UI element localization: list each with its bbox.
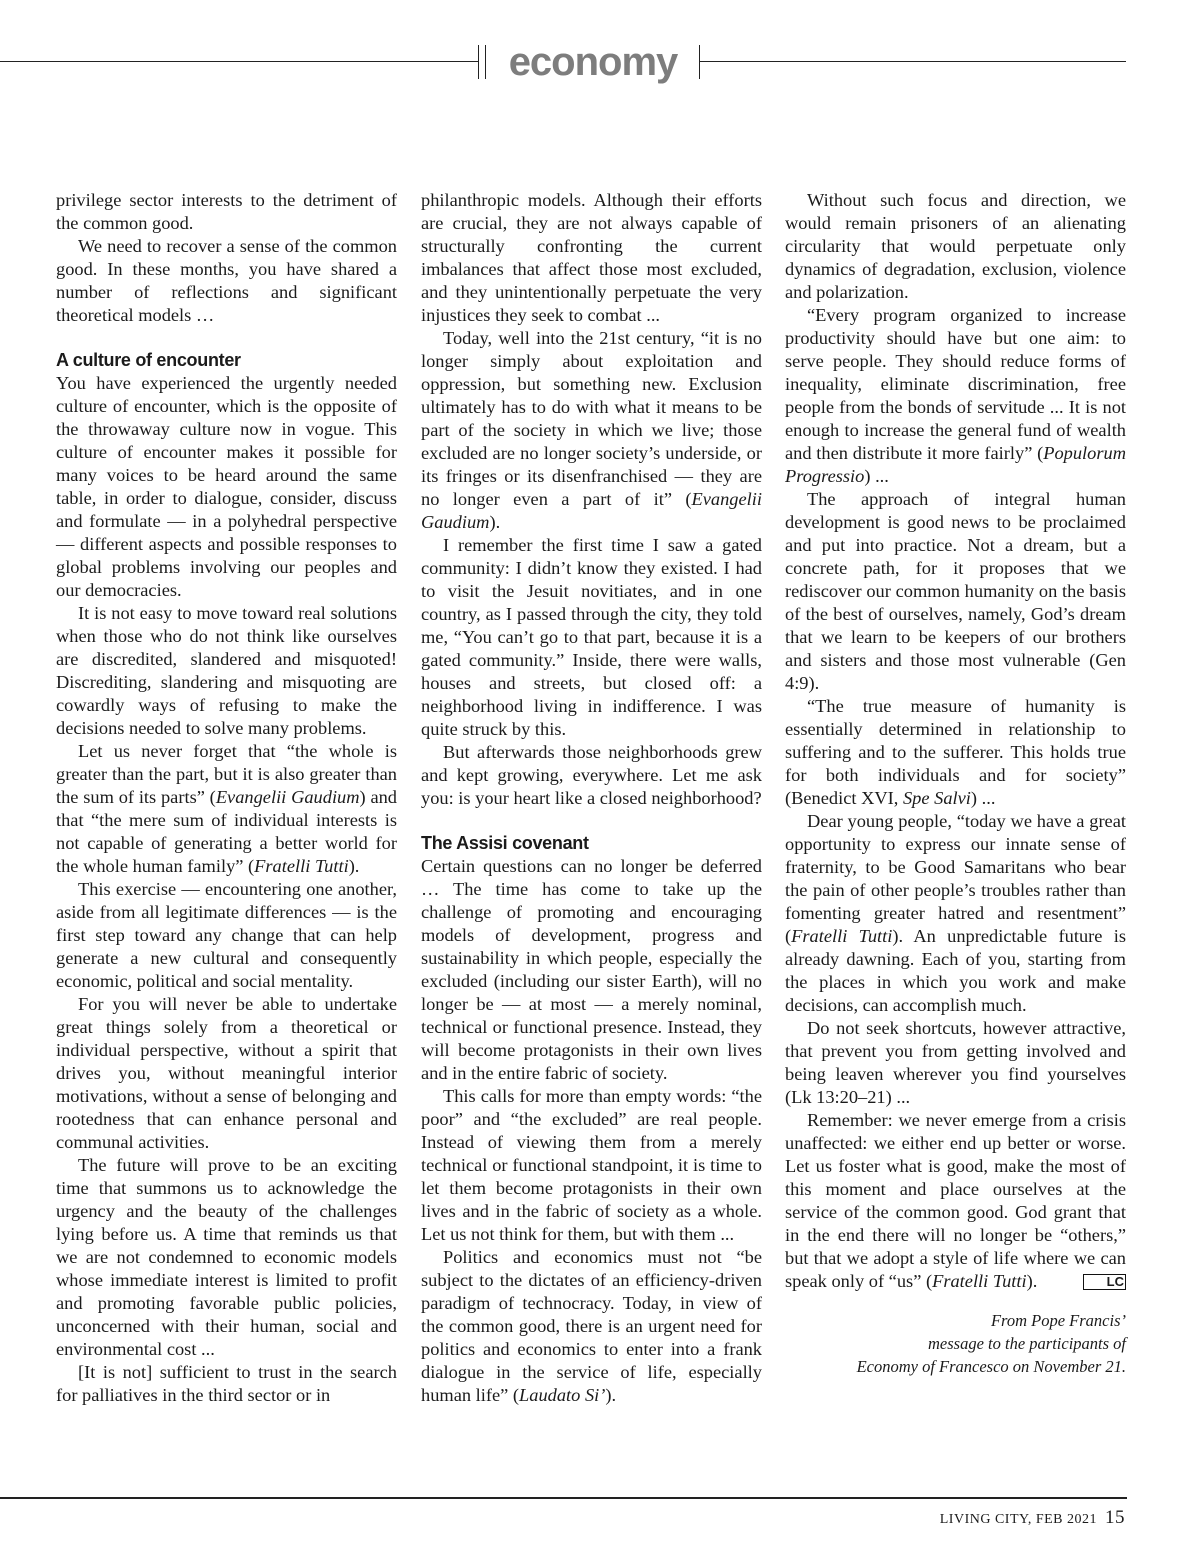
paragraph: I remember the first time I saw a gated community: I didn’t know they existed. I had to visit the Jesuit novitiates, and in one country, as I passed through the city, they told me, “You can’t go to that part, because it is a gated community.” Inside, there were walls, houses and streets, but closed off: a neighborhood living in indifference. I was quite struck by this. — [421, 535, 762, 739]
paragraph: privilege sector interests to the detriment of the common good. — [56, 190, 397, 233]
paragraph: But afterwards those neighborhoods grew and kept growing, everywhere. Let me ask you: is your heart like a closed neighborhood? — [421, 742, 762, 808]
paragraph: Certain questions can no longer be deferred … The time has come to take up the challenge of promoting and encouraging models of development, progress and sustainability in which people, especially the excluded (including our sister Earth), will no longer be — at most — a merely nominal, technical or functional presence. Instead, they will become protagonists in their own lives and in the entire fabric of society. — [421, 856, 762, 1083]
section-title: economy — [508, 40, 678, 84]
citation: Populorum Progressio — [785, 443, 1126, 486]
paragraph: Without such focus and direction, we would remain prisoners of an alienating circularity that would perpetuate only dynamics of degradation, exclusion, violence and polarization. — [785, 190, 1126, 302]
paragraph: philanthropic models. Although their efforts are crucial, they are not always capable of structurally confronting the current imbalances that affect those most excluded, and they unintentionally perpetuate the very injustices they seek to combat ... — [421, 190, 762, 325]
paragraph: [It is not] sufficient to trust in the search for palliatives in the third sector or in — [56, 1362, 397, 1405]
paragraph: This calls for more than empty words: “the poor” and “the excluded” are real people. Instead of viewing them from a merely technical or functional standpoint, it is time to let them become protagonists in their own lives and in the fabric of society as a whole. Let us not think for them, but with them ... — [421, 1086, 762, 1244]
paragraph: “The true measure of humanity is essentially determined in relationship to suffering and to the sufferer. This holds true for both individuals and for society” (Benedict XVI, Spe Salvi) ... — [785, 696, 1126, 808]
paragraph: You have experienced the urgently needed culture of encounter, which is the opposite of the throwaway culture now in vogue. This culture of encounter makes it possible for many voices to be heard around the same table, in order to dialogue, consider, discuss and formulate — in a polyhedral perspective — different aspects and possible responses to global problems involving our peoples and our democracies. — [56, 373, 397, 600]
paragraph: Politics and economics must not “be subject to the dictates of an efficiency-driven paradigm of technocracy. Today, in view of the common good, there is an urgent need for politics and economics to enter into a frank dialogue in the service of life, especially human life” (Laudato Si’). — [421, 1247, 762, 1405]
paragraph: “Every program organized to increase productivity should have but one aim: to serve people. They should reduce forms of inequality, eliminate discrimination, free people from the bonds of servitude ... It is not enough to increase the general fund of wealth and then distribute it more fairly” (Populorum Progressio) ... — [785, 305, 1126, 486]
magazine-issue: LIVING CITY, FEB 2021 — [939, 1512, 1097, 1527]
paragraph: It is not easy to move toward real solutions when those who do not think like ourselves are discredited, slandered and misquoted! Discrediting, slandering and misquoting are cowardly ways of refusing to make the decisions needed to solve many problems. — [56, 603, 397, 738]
header-divider-left-2 — [485, 45, 486, 79]
page-footer — [940, 1507, 1125, 1529]
citation: Evangelii Gaudium — [215, 787, 360, 807]
citation: Spe Salvi — [902, 788, 971, 808]
paragraph: For you will never be able to undertake great things solely from a theoretical or individual perspective, without a spirit that drives you, without meaningful interior motivations, without a sense of belonging and rootedness that can enhance personal and communal activities. — [56, 994, 397, 1152]
credit-line: From Pope Francis’ — [990, 1311, 1126, 1330]
subheading: The Assisi covenant — [421, 833, 589, 853]
header-divider-left-1 — [478, 45, 479, 79]
credit-line: Economy of Francesco on November 21. — [856, 1357, 1126, 1376]
citation: Fratelli Tutti — [932, 1271, 1027, 1291]
paragraph: Let us never forget that “the whole is greater than the part, but it is also greater than the sum of its parts” (Evangelii Gaudium) and that “the mere sum of individual interests is not capable of generating a better world for the whole human family” (Fratelli Tutti). — [56, 741, 397, 876]
citation: Fratelli Tutti — [254, 856, 349, 876]
paragraph: This exercise — encountering one another, aside from all legitimate differences — is the first step toward any change that can help generate a new cultural and consequently economic, political and social mentality. — [56, 879, 397, 991]
end-of-article-icon: LC — [1083, 1274, 1126, 1290]
page-number: 15 — [1105, 1507, 1125, 1528]
header-rule-left — [0, 61, 478, 62]
subheading: A culture of encounter — [56, 350, 241, 370]
paragraph: The approach of integral human development is good news to be proclaimed and put into practice. Not a dream, but a concrete path, for it proposes that we rediscover our common humanity on the basis of the best of ourselves, namely, God’s dream that we learn to be keepers of our brothers and sisters and those most vulnerable (Gen 4:9). — [785, 489, 1126, 693]
paragraph: Dear young people, “today we have a great opportunity to express our innate sense of fraternity, to be Good Samaritans who bear the pain of other people’s troubles rather than fomenting greater hatred and resentment” (Fratelli Tutti). An unpredictable future is already dawning. Each of you, starting from the places in which you work and make decisions, can accomplish much. — [785, 811, 1126, 1015]
paragraph: The future will prove to be an exciting time that summons us to acknowledge the urgency and the beauty of the challenges lying before us. A time that reminds us that we are not condemned to economic models whose immediate interest is limited to profit and promoting favorable public policies, unconcerned with their human, social and environmental cost ... — [56, 1155, 397, 1359]
citation: Evangelii Gaudium — [421, 489, 762, 532]
citation: Laudato Si’ — [519, 1385, 606, 1405]
paragraph: Today, well into the 21st century, “it is no longer simply about exploitation and oppression, but something new. Exclusion ultimately has to do with what it means to be part of the society in which we live; those excluded are no longer society’s underside, or its fringes or its disenfranchised — they are no longer even a part of it” (Evangelii Gaudium). — [421, 328, 762, 532]
paragraph: Do not seek shortcuts, however attractive, that prevent you from getting involved and being leaven wherever you find yourselves (Lk 13:20–21) ... — [785, 1018, 1126, 1107]
header-divider-right — [699, 45, 700, 79]
paragraph: Remember: we never emerge from a crisis unaffected: we either end up better or worse. Let us foster what is good, make the most of this moment and place ourselves at the service of the common good. God grant that in the end there will no longer be “others,” but that we adopt a style of life where we can speak only of “us” (Fratelli Tutti). LC — [785, 1110, 1126, 1291]
article-column-1 — [56, 189, 397, 1407]
citation: Fratelli Tutti — [791, 926, 893, 946]
paragraph: We need to recover a sense of the common good. In these months, you have shared a number of reflections and significant theoretical models … — [56, 236, 397, 325]
article-credit — [785, 1309, 1126, 1378]
credit-line: message to the participants of — [928, 1334, 1126, 1353]
article-column-3 — [785, 189, 1126, 1378]
footer-rule — [0, 1497, 1127, 1499]
header-rule-right — [699, 61, 1126, 62]
article-column-2 — [421, 189, 762, 1407]
